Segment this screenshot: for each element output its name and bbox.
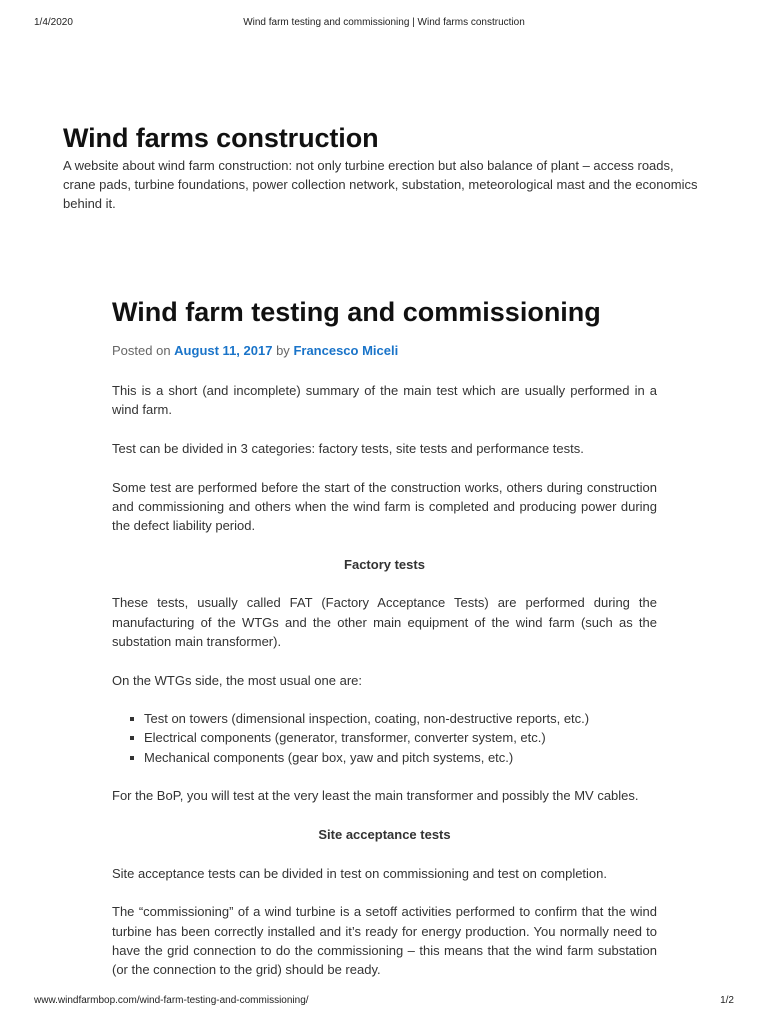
list-item: Test on towers (dimensional inspection, coating, non-destructive reports, etc.) [130,709,657,728]
print-url: www.windfarmbop.com/wind-farm-testing-and-commissioning/ [34,995,309,1006]
paragraph-bop: For the BoP, you will test at the very least the main transformer and possibly the MV cables. [112,788,639,804]
print-header [34,17,734,31]
post-date-link[interactable]: August 11, 2017 [174,343,273,358]
heading-site-acceptance-tests: Site acceptance tests [318,827,451,843]
article [112,295,657,999]
paragraph-fat: These tests, usually called FAT (Factory Acceptance Tests) are performed during the manufacturing of the WTGs and the other main equipment of the wind farm (such as the substation main transformer). [112,595,657,649]
site-header [63,121,703,214]
paragraph-wtg-side: On the WTGs side, the most usual one are: [112,672,363,688]
list-item: Electrical components (generator, transformer, converter system, etc.) [130,728,657,747]
posted-on-label: Posted on [112,343,171,358]
paragraph-categories: Test can be divided in 3 categories: factory tests, site tests and performance tests. [112,440,584,456]
site-description: A website about wind farm construction: not only turbine erection but also balance of plant – access roads, crane pads, turbine foundations, power collection network, substation, meteorological mast and the economics behind it. [63,158,698,212]
print-page-title: Wind farm testing and commissioning | Wind farms construction [243,17,525,28]
entry-meta [112,343,657,359]
paragraph-timing: Some test are performed before the start of the construction works, others during construction and commissioning and others when the wind farm is completed and producing power during the defect liability period. [112,479,657,534]
list-item: Mechanical components (gear box, yaw and pitch systems, etc.) [130,748,657,767]
paragraph-intro: This is a short (and incomplete) summary of the main test which are usually performed in a wind farm. [112,383,657,418]
heading-factory-tests: Factory tests [344,556,425,572]
article-title: Wind farm testing and commissioning [112,297,601,327]
wtg-tests-list [130,709,657,767]
print-page-number: 1/2 [720,995,734,1006]
entry-content [112,381,657,979]
print-date: 1/4/2020 [34,17,73,28]
paragraph-sat: Site acceptance tests can be divided in test on commissioning and test on completion. [112,865,608,881]
paragraph-commissioning: The “commissioning” of a wind turbine is a setoff activities performed to confirm that the wind turbine has been correctly installed and it’s ready for energy production. You normally need to have the grid connection to do the commissioning – this means that the wind farm substation (or the connection to the grid) should be ready. [112,904,657,978]
by-label: by [276,343,290,358]
author-link[interactable]: Francesco Miceli [293,343,399,358]
site-title[interactable]: Wind farms construction [63,123,379,153]
print-footer [34,995,734,1009]
